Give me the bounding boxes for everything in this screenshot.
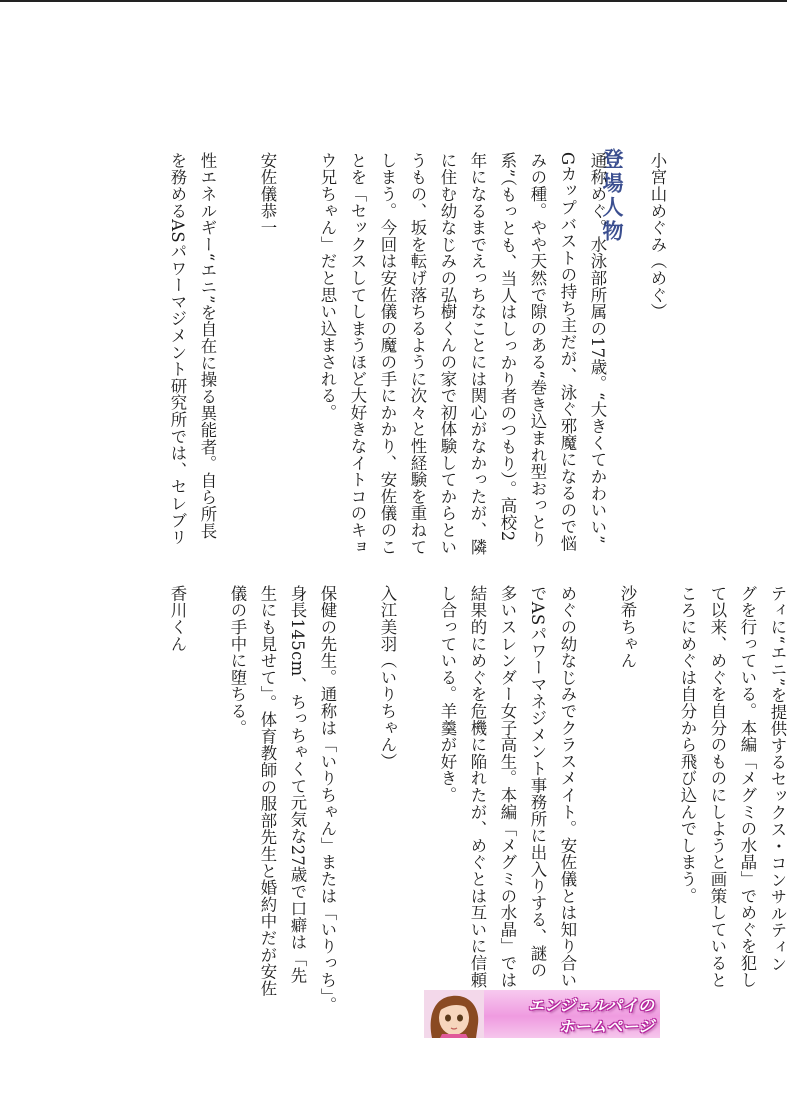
text-line: て以来、めぐを自分のものにしようと画策していると xyxy=(708,585,727,989)
anime-girl-icon xyxy=(424,990,484,1038)
text-line: うもの、坂を転げ落ちるように次々と性経験を重ねて xyxy=(408,152,427,556)
text-line: 性エネルギー“エニ”を自在に操る異能者。自ら所長 xyxy=(198,152,217,540)
blank-line xyxy=(582,585,612,985)
text-line: 生にも見せて」。体育教師の服部先生と婚約中だが安佐 xyxy=(258,585,277,997)
text-line: に住む幼なじみの弘樹くんの家で初体験してからとい xyxy=(438,152,457,556)
text-line: 沙希ちゃん xyxy=(618,585,637,669)
banner-title-line2: ホームページ xyxy=(558,1017,654,1036)
text-line: 儀の手中に堕ちる。 xyxy=(228,585,247,737)
text-line: し合っている。羊羹が好き。 xyxy=(438,585,457,804)
text-line: 年になるまでえっちなことには関心がなかったが、隣 xyxy=(468,152,487,556)
text-line: 小宮山めぐみ（めぐ） xyxy=(648,152,667,320)
text-line: ころにめぐは自分から飛び込んでしまう。 xyxy=(678,585,697,905)
blank-line xyxy=(642,585,672,985)
text-line: Gカップバストの持ち主だが、泳ぐ邪魔になるので悩 xyxy=(558,152,577,552)
text-line: でASパワーマネジメント事務所に出入りする、謎の xyxy=(528,585,547,979)
text-line: グを行っている。本編「メグミの水晶」でめぐを犯し xyxy=(738,585,757,989)
text-line: ウ兄ちゃん」だと思い込まされる。 xyxy=(318,152,337,421)
text-line: 結果的にめぐを危機に陥れたが、めぐとは互いに信頼 xyxy=(468,585,487,989)
left-text-column xyxy=(162,152,672,572)
text-line: しまう。今回は安佐儀の魔の手にかかり、安佐儀のこ xyxy=(378,152,397,556)
blank-line xyxy=(342,585,372,985)
banner-title-line1: エンジェルパイの xyxy=(527,996,654,1015)
text-line: 多いスレンダー女子高生。本編「メグミの水晶」では xyxy=(498,585,517,989)
page-title: 登場人物 xyxy=(600,148,624,244)
text-line: みの種。やや天然で隙のある“巻き込まれ型おっとり xyxy=(528,152,547,548)
text-line: 身長145cm、ちっちゃくて元気な27歳で口癖は「先 xyxy=(288,585,307,984)
blank-line xyxy=(282,152,312,572)
blank-line xyxy=(222,152,252,572)
text-line: 系”（もっとも、当人はしっかり者のつもり）。高校2 xyxy=(498,152,517,542)
text-line: 通称めぐ。水泳部所属の17歳。“大きくてかわいい” xyxy=(588,152,607,545)
text-line: 安佐儀恭一 xyxy=(258,152,277,236)
top-border xyxy=(0,0,787,2)
text-line: めぐの幼なじみでクラスメイト。安佐儀とは知り合い xyxy=(558,585,577,989)
text-line: ティに“エニ”を提供するセックス・コンサルティン xyxy=(768,585,787,973)
text-line: とを「セックスしてしまうほど大好きなイトコのキョ xyxy=(348,152,367,556)
blank-line xyxy=(192,585,222,985)
blank-line xyxy=(612,152,642,572)
homepage-banner-link[interactable] xyxy=(424,990,660,1038)
text-line: 香川くん xyxy=(168,585,187,653)
text-line: 入江美羽（いりちゃん） xyxy=(378,585,397,770)
text-line: 保健の先生。通称は「いりちゃん」または「いりっち」。 xyxy=(318,585,337,1014)
text-line: を務めるASパワーマジメント研究所では、セレブリ xyxy=(168,152,187,546)
blank-line xyxy=(402,585,432,985)
